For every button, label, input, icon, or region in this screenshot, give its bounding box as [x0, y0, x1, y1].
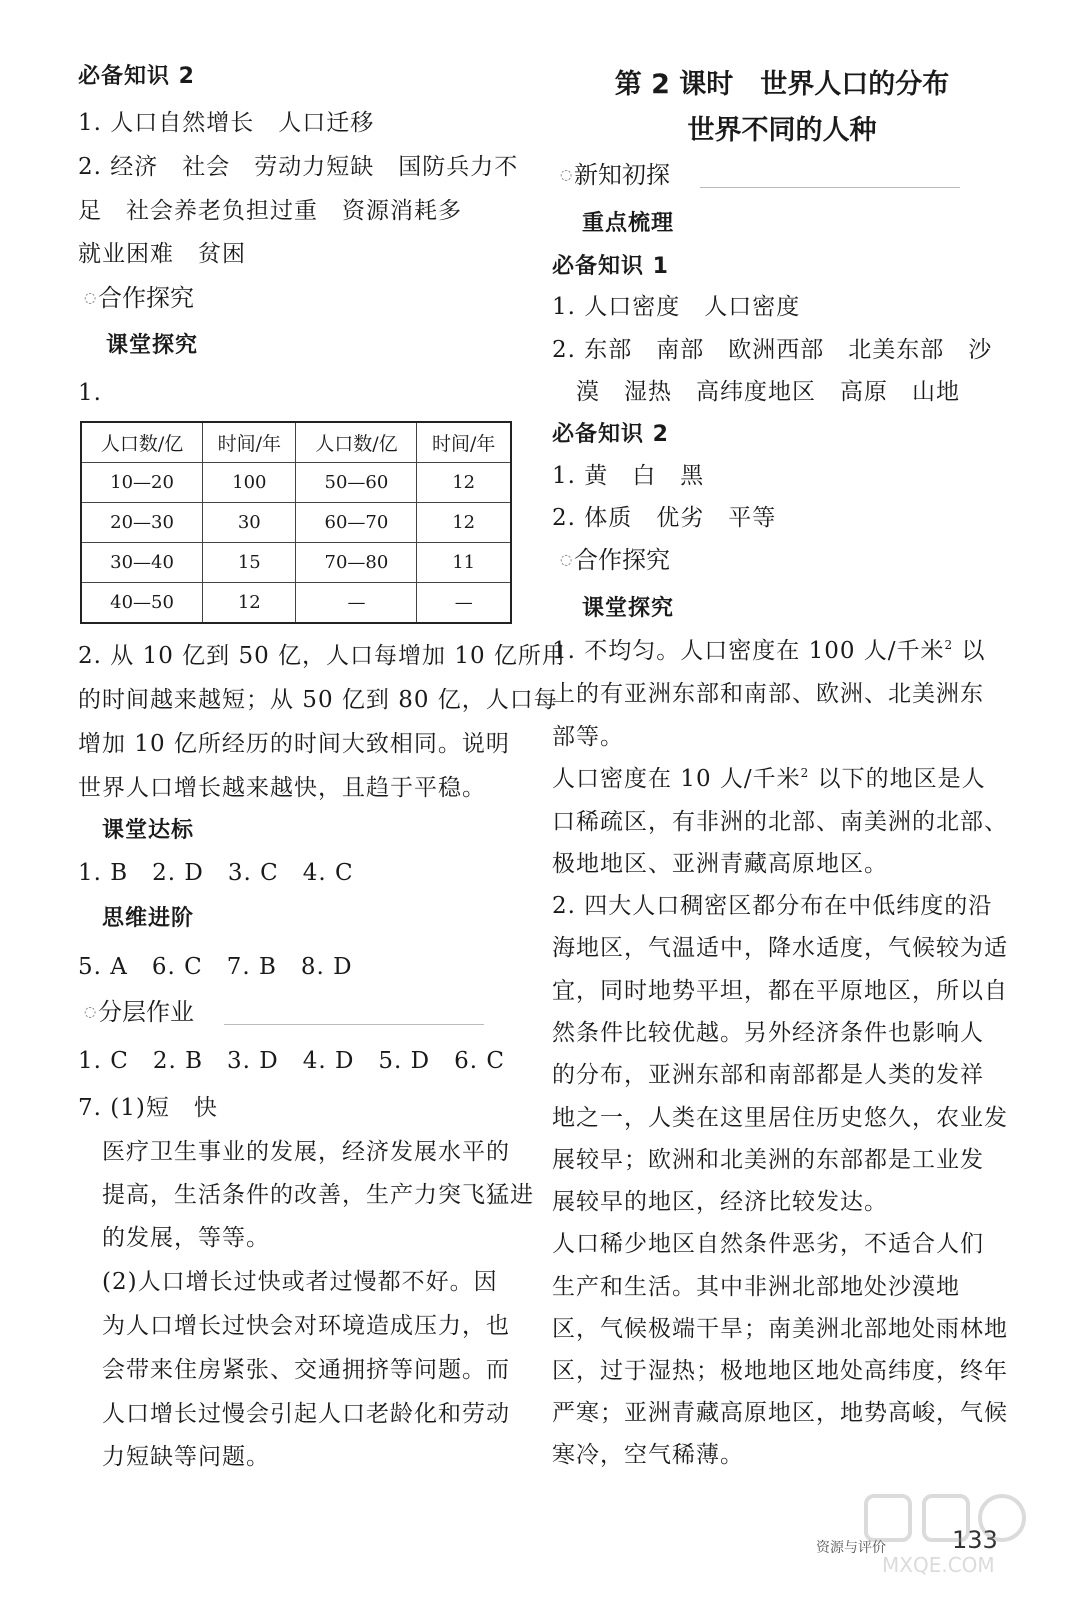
subheading-key-points: 重点梳理 [582, 211, 675, 236]
table-row [81, 583, 511, 624]
table-cell: 100 [203, 463, 296, 503]
section-marker-icon: ◌ [84, 1004, 97, 1020]
section-title: 分层作业 [98, 998, 194, 1026]
text-line: 人口增长过慢会引起人口老龄化和劳动 [102, 1401, 510, 1427]
text-line: 生产和生活。其中非洲北部地处沙漠地 [552, 1274, 960, 1300]
section-marker-icon: ◌ [84, 290, 97, 306]
text-line: 增加 10 亿所经历的时间大致相同。说明 [78, 731, 510, 757]
table-cell: 30 [203, 503, 296, 543]
text-line: 的时间越来越短；从 50 亿到 80 亿，人口每 [78, 687, 558, 713]
text-line: 严寒；亚洲青藏高原地区，地势高峻，气候 [552, 1400, 1008, 1426]
superscript: 2 [944, 638, 954, 652]
text-line: 就业困难 贫困 [78, 241, 246, 267]
text-line: (2)人口增长过快或者过慢都不好。因 [102, 1269, 498, 1295]
subheading-thinking-advance: 思维进阶 [102, 906, 195, 931]
text-line: 口稀疏区，有非洲的北部、南美洲的北部、 [552, 809, 1008, 835]
population-table [80, 421, 512, 624]
text-span: 以下的地区是人 [809, 766, 986, 792]
text-line: 力短缺等问题。 [102, 1444, 270, 1470]
superscript: 2 [800, 766, 810, 780]
table-header-cell: 时间/年 [417, 422, 511, 463]
text-line: 会带来住房紧张、交通拥挤等问题。而 [102, 1357, 510, 1383]
text-line: 2. 经济 社会 劳动力短缺 国防兵力不 [78, 154, 519, 180]
text-line: 海地区，气温适中，降水适度，气候较为适 [552, 935, 1008, 961]
section-rule [700, 187, 960, 188]
table-cell: 70—80 [296, 543, 417, 583]
text-line: 2. 四大人口稠密区都分布在中低纬度的沿 [552, 893, 993, 919]
table-header-cell: 时间/年 [203, 422, 296, 463]
text-line: 区，过于湿热；极地地区地处高纬度，终年 [552, 1358, 1008, 1384]
text-span: 1. 不均匀。人口密度在 100 人/千米 [552, 638, 945, 664]
section-marker-icon: ◌ [560, 167, 573, 183]
section-new-knowledge [560, 160, 1000, 190]
text-line: 的分布，亚洲东部和南部都是人类的发祥 [552, 1062, 984, 1088]
table-cell: 11 [417, 543, 511, 583]
question-number: 1. [78, 380, 102, 406]
text-line: 世界人口增长越来越快，且趋于平稳。 [78, 775, 486, 801]
answer-line: 5. A 6. C 7. B 8. D [78, 954, 353, 980]
text-line [552, 636, 985, 666]
text-line: 为人口增长过快会对环境造成压力，也 [102, 1313, 510, 1339]
text-line: 宜，同时地势平坦，都在平原地区，所以自 [552, 978, 1008, 1004]
text-span: 人口密度在 10 人/千米 [552, 766, 801, 792]
heading-required-knowledge-2: 必备知识 2 [552, 422, 669, 447]
section-marker-icon: ◌ [560, 552, 573, 568]
table-header-cell: 人口数/亿 [81, 422, 203, 463]
text-line: 然条件比较优越。另外经济条件也影响人 [552, 1020, 984, 1046]
footer-label: 资源与评价 [816, 1540, 886, 1556]
heading-required-knowledge-2: 必备知识 2 [78, 64, 195, 89]
section-layered-homework [84, 997, 504, 1027]
section-title: 合作探究 [98, 284, 194, 312]
table-row [81, 463, 511, 503]
section-cooperative-inquiry [84, 283, 504, 313]
section-rule [224, 1024, 484, 1025]
lesson-subtitle: 世界不同的人种 [687, 115, 877, 146]
text-line: 部等。 [552, 724, 624, 750]
table-cell: 12 [417, 503, 511, 543]
text-line: 地之一，人类在这里居住历史悠久，农业发 [552, 1105, 1008, 1131]
text-line: 1. 人口自然增长 人口迁移 [78, 110, 375, 136]
table-cell: 30—40 [81, 543, 203, 583]
table-header-cell: 人口数/亿 [296, 422, 417, 463]
text-line: 区，气候极端干旱；南美洲北部地处雨林地 [552, 1316, 1008, 1342]
text-line: 2. 体质 优劣 平等 [552, 505, 777, 531]
text-line: 医疗卫生事业的发展，经济发展水平的 [102, 1139, 510, 1165]
subheading-class-inquiry: 课堂探究 [582, 596, 675, 621]
table-cell: 40—50 [81, 583, 203, 624]
table-cell: — [296, 583, 417, 624]
text-line: 展较早的地区，经济比较发达。 [552, 1189, 888, 1215]
lesson-title: 第 2 课时 世界人口的分布 [614, 69, 950, 100]
text-line: 足 社会养老负担过重 资源消耗多 [78, 198, 462, 224]
text-line: 1. 人口密度 人口密度 [552, 294, 801, 320]
watermark-text: MXQE.COM [882, 1553, 995, 1577]
text-line: 人口稀少地区自然条件恶劣，不适合人们 [552, 1231, 984, 1257]
table-cell: 12 [417, 463, 511, 503]
table-cell: 10—20 [81, 463, 203, 503]
table-row [81, 503, 511, 543]
table-row [81, 543, 511, 583]
subheading-class-standard: 课堂达标 [102, 818, 195, 843]
table-cell: 12 [203, 583, 296, 624]
section-cooperative-inquiry [560, 545, 1000, 575]
text-line: 2. 从 10 亿到 50 亿，人口每增加 10 亿所用 [78, 643, 566, 669]
table-cell: — [417, 583, 511, 624]
text-line: 提高，生活条件的改善，生产力突飞猛进 [102, 1182, 534, 1208]
section-title: 合作探究 [574, 546, 670, 574]
answer-line: 1. B 2. D 3. C 4. C [78, 860, 354, 886]
text-line: 1. 黄 白 黑 [552, 463, 705, 489]
text-line [552, 764, 986, 794]
text-line: 寒冷，空气稀薄。 [552, 1442, 744, 1468]
text-line: 2. 东部 南部 欧洲西部 北美东部 沙 [552, 337, 993, 363]
table-cell: 20—30 [81, 503, 203, 543]
text-line: 漠 湿热 高纬度地区 高原 山地 [576, 379, 960, 405]
table-header-row [81, 422, 511, 463]
heading-required-knowledge-1: 必备知识 1 [552, 254, 669, 279]
subheading-class-inquiry: 课堂探究 [106, 333, 199, 358]
section-title: 新知初探 [574, 161, 670, 189]
text-line: 的发展，等等。 [102, 1225, 270, 1251]
text-line: 极地地区、亚洲青藏高原地区。 [552, 851, 888, 877]
text-span: 以 [953, 638, 986, 664]
table-cell: 15 [203, 543, 296, 583]
text-line: 展较早；欧洲和北美洲的东部都是工业发 [552, 1147, 984, 1173]
text-line: 上的有亚洲东部和南部、欧洲、北美洲东 [552, 681, 984, 707]
table-cell: 60—70 [296, 503, 417, 543]
answer-line: 7. (1)短 快 [78, 1095, 218, 1121]
answer-line: 1. C 2. B 3. D 4. D 5. D 6. C [78, 1048, 505, 1074]
watermark-logo-icon [862, 1490, 1032, 1580]
page-number: 133 [952, 1526, 998, 1554]
table-cell: 50—60 [296, 463, 417, 503]
